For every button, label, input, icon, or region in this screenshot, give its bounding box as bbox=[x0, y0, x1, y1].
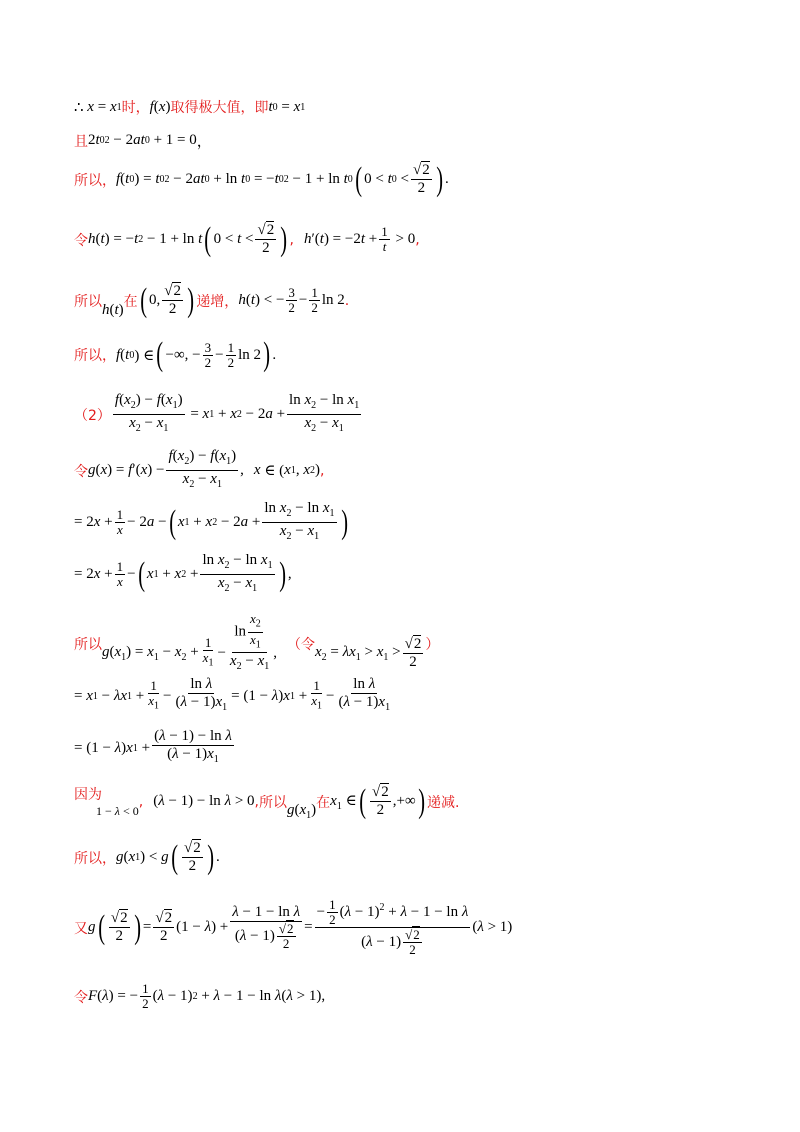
let-text-3: （令 bbox=[286, 636, 315, 653]
close-paren-text: ） bbox=[425, 636, 440, 653]
line-11: 所以 $g(x_1) = x_1 - x_2$ + $\frac{1}{x_1}$ − ln $\frac{x_2}{x_1}$ $x_2 - x_1$ , （令 $x_2 = \lambda x_1 > x_1$ > $\frac{√2}{2}$ ） bbox=[74, 611, 440, 673]
line-18: 令 F ( λ ) = − $\frac{1}{2}$ ( λ − 1) 2 + λ − 1 − ln λ ( λ > 1), bbox=[74, 981, 326, 1011]
in-text-1: 在 bbox=[123, 293, 138, 310]
line-3: 所以， f ( t 0 ) = t 0 2 − 2 at 0 + ln t 0 = − t 0 2 − 1 + ln t 0 ( 0 < t 0 < $\frac{√2}{2}$ ) . bbox=[74, 160, 449, 198]
let-text-1: 令 bbox=[74, 232, 88, 249]
therefore-symbol: ∴ bbox=[74, 99, 84, 116]
so-text-4: 所以 bbox=[74, 636, 102, 653]
line-10: = 2 x + $\frac{1}{x}$ − ( x 1 + x 2 + $\frac{\ln x_2 - \ln x_1}{x_2 - x_1}$ ) , bbox=[74, 552, 292, 594]
line-6: 所以， f ( t 0 ) ∈ ( −∞, − $\frac{3}{2}$ − $\frac{1}{2}$ ln 2 ) . bbox=[74, 336, 277, 373]
line-1: ∴ x = x 1 时， f ( x ) 取得极大值，即 t 0 = x 1 bbox=[74, 98, 306, 116]
part-2-label: （2） bbox=[74, 407, 111, 424]
also-text: 又 bbox=[74, 920, 88, 937]
when-text: 时， bbox=[121, 100, 150, 116]
so-text-1: 所以， bbox=[74, 172, 116, 189]
in-text-2: 在 bbox=[316, 794, 331, 811]
line-12: = x 1 − λx 1 + $\frac{1}{x_1}$ − $\frac{\text{ln λ}}{(\lambda - 1)x_1}$ = (1 − λ ) x 1 + $\frac{1}{x_1}$ − $\frac{\text{ln λ}}{(\lambda - 1)x_1}$ bbox=[74, 676, 391, 713]
because-text: 因为 bbox=[74, 787, 102, 803]
line-9: = 2 x + $\frac{1}{x}$ − 2 a − ( x 1 + x 2 − 2 a + $\frac{\ln x_2 - \ln x_1}{x_2 - x_1}$ ) bbox=[74, 500, 348, 542]
line-17: 又 g ( $\frac{√2}{2}$ ) = $\frac{√2}{2}$ (1 − λ ) + λ − 1 − ln λ (λ − 1) $\frac{√2}{2}$ = − $\frac{1}{2}$ $(\lambda - 1)^2 + \lambda - 1 - \ln \lambda$ (λ − 1) $\frac{√2}{2}$ ( λ > 1) bbox=[74, 897, 513, 957]
increasing-text: 递增， bbox=[196, 293, 239, 310]
so-text-3: 所以， bbox=[74, 348, 116, 364]
let-text-2: 令 bbox=[74, 463, 88, 480]
so-text-5: 所以 bbox=[258, 794, 287, 811]
line-8: 令 g ( x ) = f ′( x ) − $\frac{f(x_2) - f(x_1)}{x_2 - x_1}$ , x ∈ ( x 1 , x 2 ) , bbox=[74, 448, 325, 490]
line-15: 因为 1 − λ < 0 , ( λ − 1) − ln λ > 0 , 所以 $g(x_1)$ 在 $x_1$ ∈ ( $\frac{√2}{2}$ ,+∞ ) 递减. bbox=[74, 782, 460, 821]
line-4: 令 h ( t ) = − t 2 − 1 + ln t ( 0 < t < $\frac{√2}{2}$ ) , h ′( t ) = −2 t + $\frac{1}{t}$ > 0 , bbox=[74, 220, 420, 258]
line-2: 且 2 t 0 2 − 2 at 0 + 1 = 0 ， bbox=[74, 132, 212, 150]
and-text: 且 bbox=[74, 133, 88, 150]
line-5: 所以 h(t) 在 ( 0, $\frac{√2}{2}$ ) 递增， h ( t ) < − $\frac{3}{2}$ − $\frac{1}{2}$ ln 2 . bbox=[74, 281, 350, 319]
line-16: 所以， g ( x 1 ) < g ( $\frac{√2}{2}$ ) . bbox=[74, 838, 220, 876]
so-text-2: 所以 bbox=[74, 293, 102, 310]
decreasing-text: 递减. bbox=[426, 794, 460, 811]
line-13: = (1 − λ ) x 1 + $\frac{\text{(λ − 1) − ln λ}}{(\lambda - 1)x_1}$ bbox=[74, 728, 232, 765]
line-7: （2） $\frac{f(x_2) - f(x_1)}{x_2 - x_1}$ = x 1 + x 2 − 2 a + $\frac{\ln x_2 - \ln x_1}{x_2 - x_1}$ bbox=[74, 392, 360, 434]
let-text-4: 令 bbox=[74, 989, 88, 1006]
max-text: 取得极大值，即 bbox=[170, 100, 269, 116]
so-text-6: 所以， bbox=[74, 850, 116, 867]
